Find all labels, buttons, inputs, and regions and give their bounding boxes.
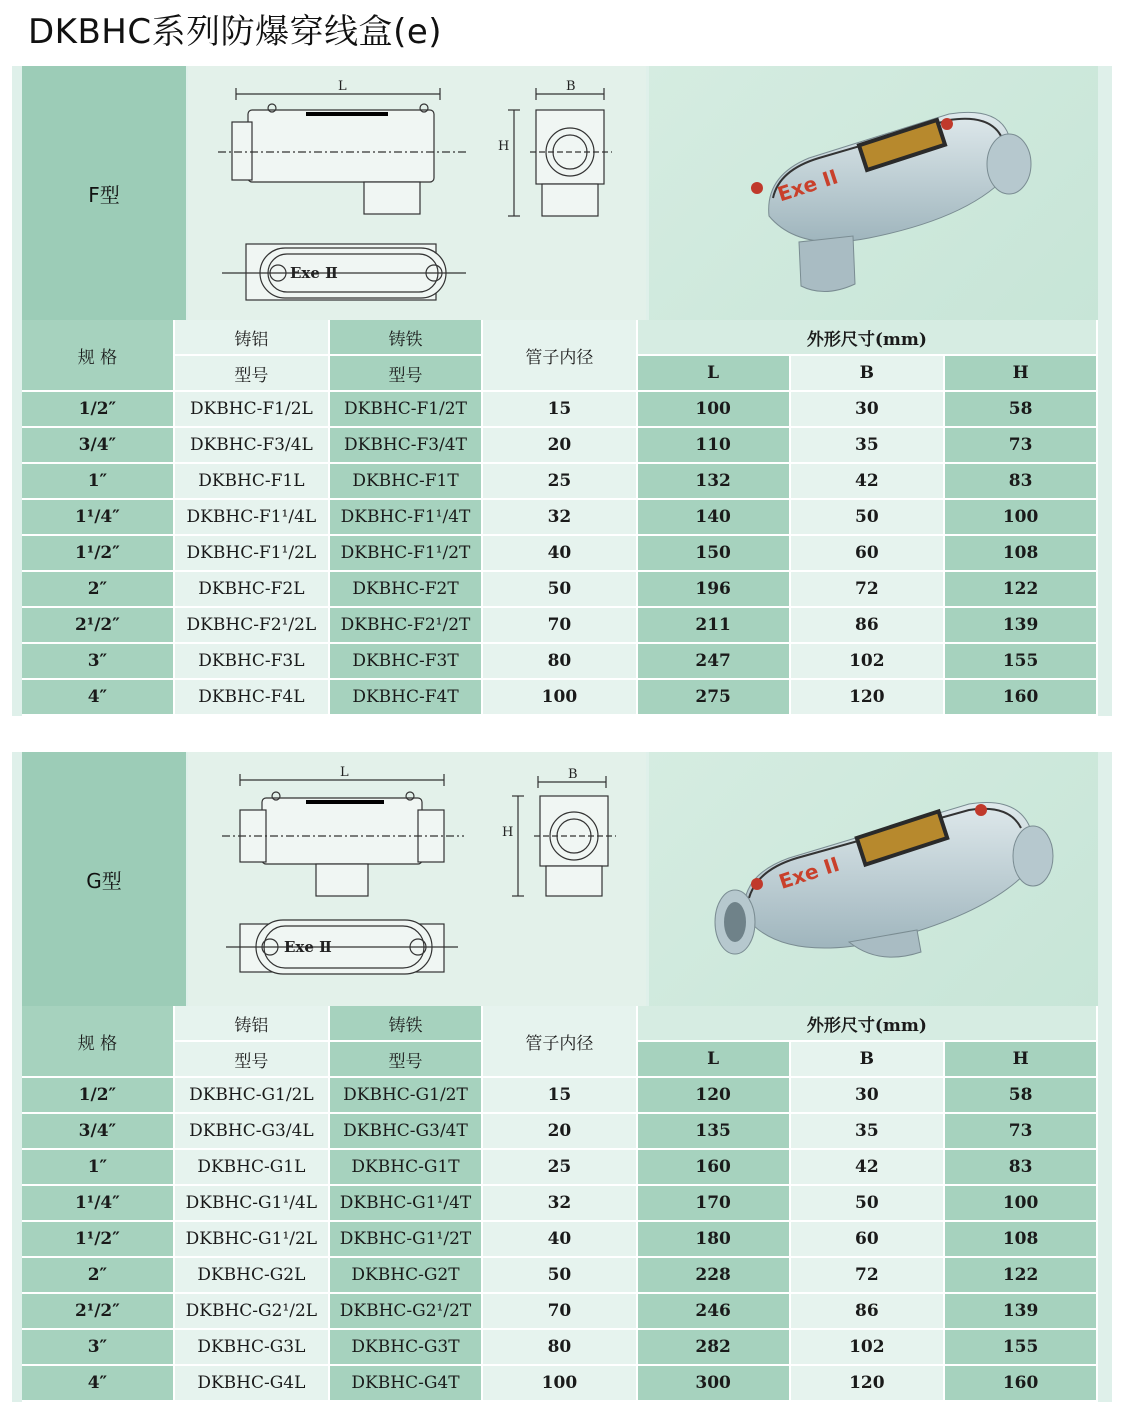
dimension-L-cell: 300 [637,1365,790,1401]
cast-iron-model-cell: DKBHC-G3T [329,1329,482,1365]
cast-iron-model-cell: DKBHC-G2¹/2T [329,1293,482,1329]
g-header-model-fe: 型号 [329,1041,482,1077]
g-header-inner-diameter: 管子内径 [482,1006,637,1077]
table-row [22,1329,1097,1365]
f-photo-marking: Exe II [774,164,841,207]
f-dim-B-label: B [566,79,576,94]
dimension-B-cell: 50 [790,499,945,535]
f-technical-drawing [188,66,646,320]
g-header-B: B [790,1041,945,1077]
f-header-cast-iron: 铸铁 [329,320,482,355]
cast-aluminum-model-cell: DKBHC-G1L [174,1149,329,1185]
cast-aluminum-model-cell: DKBHC-G2L [174,1257,329,1293]
f-type-panel [12,66,1112,716]
cast-iron-model-cell: DKBHC-F1¹/4T [329,499,482,535]
cast-aluminum-model-cell: DKBHC-F1¹/4L [174,499,329,535]
cast-iron-model-cell: DKBHC-G1/2T [329,1077,482,1113]
size-cell: 1¹/2″ [22,1221,174,1257]
f-product-photo [649,66,1098,320]
dimension-L-cell: 100 [637,391,790,427]
f-header-L: L [637,355,790,391]
inner-diameter-cell: 15 [482,1077,637,1113]
dimension-B-cell: 42 [790,463,945,499]
f-type-label: F型 [22,66,186,320]
dimension-L-cell: 246 [637,1293,790,1329]
dimension-L-cell: 110 [637,427,790,463]
dimension-B-cell: 86 [790,1293,945,1329]
cast-iron-model-cell: DKBHC-F4T [329,679,482,715]
dimension-H-cell: 160 [944,1365,1097,1401]
dimension-H-cell: 139 [944,1293,1097,1329]
f-header-H: H [944,355,1097,391]
cast-iron-model-cell: DKBHC-G3/4T [329,1113,482,1149]
dimension-L-cell: 247 [637,643,790,679]
g-dim-H-label: H [502,825,514,840]
f-dim-L-label: L [338,79,347,94]
table-row [22,535,1097,571]
table-row [22,1113,1097,1149]
size-cell: 4″ [22,1365,174,1401]
size-cell: 2″ [22,1257,174,1293]
dimension-L-cell: 196 [637,571,790,607]
cast-iron-model-cell: DKBHC-G1¹/2T [329,1221,482,1257]
table-row [22,1293,1097,1329]
inner-diameter-cell: 25 [482,1149,637,1185]
cast-aluminum-model-cell: DKBHC-G1¹/4L [174,1185,329,1221]
f-header-model-al: 型号 [174,355,329,391]
dimension-B-cell: 120 [790,1365,945,1401]
dimension-H-cell: 108 [944,535,1097,571]
inner-diameter-cell: 100 [482,1365,637,1401]
f-spec-table [22,320,1098,716]
dimension-H-cell: 160 [944,679,1097,715]
cast-iron-model-cell: DKBHC-F1/2T [329,391,482,427]
size-cell: 3/4″ [22,1113,174,1149]
table-row [22,679,1097,715]
dimension-B-cell: 35 [790,427,945,463]
dimension-L-cell: 160 [637,1149,790,1185]
cast-iron-model-cell: DKBHC-F1¹/2T [329,535,482,571]
dimension-H-cell: 122 [944,1257,1097,1293]
cast-aluminum-model-cell: DKBHC-F3L [174,643,329,679]
dimension-B-cell: 120 [790,679,945,715]
size-cell: 2″ [22,571,174,607]
dimension-B-cell: 102 [790,643,945,679]
cast-aluminum-model-cell: DKBHC-G3L [174,1329,329,1365]
table-row [22,1149,1097,1185]
g-header-cast-aluminum: 铸铝 [174,1006,329,1041]
g-header-H: H [944,1041,1097,1077]
cast-iron-model-cell: DKBHC-F3/4T [329,427,482,463]
dimension-B-cell: 42 [790,1149,945,1185]
dimension-H-cell: 83 [944,463,1097,499]
cast-aluminum-model-cell: DKBHC-F1¹/2L [174,535,329,571]
page-title: DKBHC系列防爆穿线盒(e) [28,12,443,52]
inner-diameter-cell: 20 [482,427,637,463]
inner-diameter-cell: 32 [482,499,637,535]
dimension-H-cell: 100 [944,499,1097,535]
dimension-B-cell: 60 [790,1221,945,1257]
f-header-dimensions: 外形尺寸(mm) [637,320,1097,355]
f-drawing-svg [188,66,646,320]
table-row [22,499,1097,535]
g-technical-drawing [188,752,646,1006]
cast-aluminum-model-cell: DKBHC-F4L [174,679,329,715]
f-header-size: 规 格 [22,320,174,391]
f-dim-H-label: H [498,139,510,154]
cast-iron-model-cell: DKBHC-G2T [329,1257,482,1293]
dimension-B-cell: 50 [790,1185,945,1221]
cast-aluminum-model-cell: DKBHC-G2¹/2L [174,1293,329,1329]
size-cell: 3″ [22,643,174,679]
dimension-H-cell: 155 [944,643,1097,679]
dimension-H-cell: 83 [944,1149,1097,1185]
dimension-L-cell: 150 [637,535,790,571]
size-cell: 4″ [22,679,174,715]
cast-iron-model-cell: DKBHC-G4T [329,1365,482,1401]
size-cell: 1″ [22,1149,174,1185]
table-row [22,1077,1097,1113]
cast-aluminum-model-cell: DKBHC-F3/4L [174,427,329,463]
inner-diameter-cell: 100 [482,679,637,715]
table-row [22,1365,1097,1401]
size-cell: 1″ [22,463,174,499]
f-header-model-fe: 型号 [329,355,482,391]
cast-iron-model-cell: DKBHC-F3T [329,643,482,679]
table-row [22,1185,1097,1221]
f-header-cast-aluminum: 铸铝 [174,320,329,355]
inner-diameter-cell: 20 [482,1113,637,1149]
size-cell: 1¹/4″ [22,499,174,535]
dimension-B-cell: 72 [790,571,945,607]
g-header-cast-iron: 铸铁 [329,1006,482,1041]
g-header-model-al: 型号 [174,1041,329,1077]
inner-diameter-cell: 80 [482,1329,637,1365]
dimension-L-cell: 120 [637,1077,790,1113]
cast-aluminum-model-cell: DKBHC-G1/2L [174,1077,329,1113]
f-photo-svg [649,66,1098,320]
table-row [22,1221,1097,1257]
cast-iron-model-cell: DKBHC-F1T [329,463,482,499]
dimension-B-cell: 30 [790,1077,945,1113]
g-photo-marking: Exe II [775,851,843,894]
dimension-L-cell: 228 [637,1257,790,1293]
dimension-H-cell: 108 [944,1221,1097,1257]
dimension-L-cell: 275 [637,679,790,715]
size-cell: 3″ [22,1329,174,1365]
cast-aluminum-model-cell: DKBHC-G3/4L [174,1113,329,1149]
g-dim-B-label: B [568,767,578,782]
inner-diameter-cell: 70 [482,607,637,643]
g-table-body [22,1077,1097,1401]
table-row [22,463,1097,499]
dimension-H-cell: 100 [944,1185,1097,1221]
f-table-body [22,391,1097,715]
dimension-L-cell: 140 [637,499,790,535]
inner-diameter-cell: 50 [482,571,637,607]
dimension-B-cell: 60 [790,535,945,571]
dimension-H-cell: 139 [944,607,1097,643]
g-header-dimensions: 外形尺寸(mm) [637,1006,1097,1041]
g-drawing-svg [188,752,646,1006]
g-type-panel [12,752,1112,1402]
table-row [22,391,1097,427]
inner-diameter-cell: 25 [482,463,637,499]
f-header-B: B [790,355,945,391]
table-row [22,427,1097,463]
size-cell: 1¹/4″ [22,1185,174,1221]
table-row [22,643,1097,679]
cast-aluminum-model-cell: DKBHC-F2¹/2L [174,607,329,643]
cast-aluminum-model-cell: DKBHC-G4L [174,1365,329,1401]
dimension-B-cell: 102 [790,1329,945,1365]
table-row [22,607,1097,643]
g-nameplate-label: Exe Ⅱ [284,938,332,956]
table-row [22,1257,1097,1293]
inner-diameter-cell: 50 [482,1257,637,1293]
g-type-label: G型 [22,752,186,1006]
dimension-L-cell: 211 [637,607,790,643]
dimension-L-cell: 170 [637,1185,790,1221]
f-header-inner-diameter: 管子内径 [482,320,637,391]
dimension-B-cell: 72 [790,1257,945,1293]
g-photo-svg [649,752,1098,1006]
cast-aluminum-model-cell: DKBHC-G1¹/2L [174,1221,329,1257]
dimension-L-cell: 132 [637,463,790,499]
cast-aluminum-model-cell: DKBHC-F2L [174,571,329,607]
inner-diameter-cell: 70 [482,1293,637,1329]
cast-iron-model-cell: DKBHC-G1T [329,1149,482,1185]
g-spec-table [22,1006,1098,1402]
dimension-L-cell: 282 [637,1329,790,1365]
size-cell: 2¹/2″ [22,607,174,643]
inner-diameter-cell: 32 [482,1185,637,1221]
table-row [22,571,1097,607]
g-header-size: 规 格 [22,1006,174,1077]
size-cell: 3/4″ [22,427,174,463]
size-cell: 1/2″ [22,391,174,427]
cast-aluminum-model-cell: DKBHC-F1/2L [174,391,329,427]
dimension-H-cell: 122 [944,571,1097,607]
dimension-H-cell: 73 [944,427,1097,463]
cast-iron-model-cell: DKBHC-F2¹/2T [329,607,482,643]
f-nameplate-label: Exe Ⅱ [290,264,338,282]
inner-diameter-cell: 15 [482,391,637,427]
g-dim-L-label: L [340,765,349,780]
inner-diameter-cell: 40 [482,1221,637,1257]
dimension-B-cell: 30 [790,391,945,427]
g-header-L: L [637,1041,790,1077]
dimension-B-cell: 35 [790,1113,945,1149]
dimension-L-cell: 135 [637,1113,790,1149]
cast-iron-model-cell: DKBHC-G1¹/4T [329,1185,482,1221]
dimension-H-cell: 73 [944,1113,1097,1149]
size-cell: 1¹/2″ [22,535,174,571]
inner-diameter-cell: 80 [482,643,637,679]
cast-aluminum-model-cell: DKBHC-F1L [174,463,329,499]
inner-diameter-cell: 40 [482,535,637,571]
cast-iron-model-cell: DKBHC-F2T [329,571,482,607]
size-cell: 2¹/2″ [22,1293,174,1329]
g-product-photo [649,752,1098,1006]
dimension-L-cell: 180 [637,1221,790,1257]
dimension-H-cell: 155 [944,1329,1097,1365]
dimension-H-cell: 58 [944,1077,1097,1113]
size-cell: 1/2″ [22,1077,174,1113]
dimension-H-cell: 58 [944,391,1097,427]
dimension-B-cell: 86 [790,607,945,643]
